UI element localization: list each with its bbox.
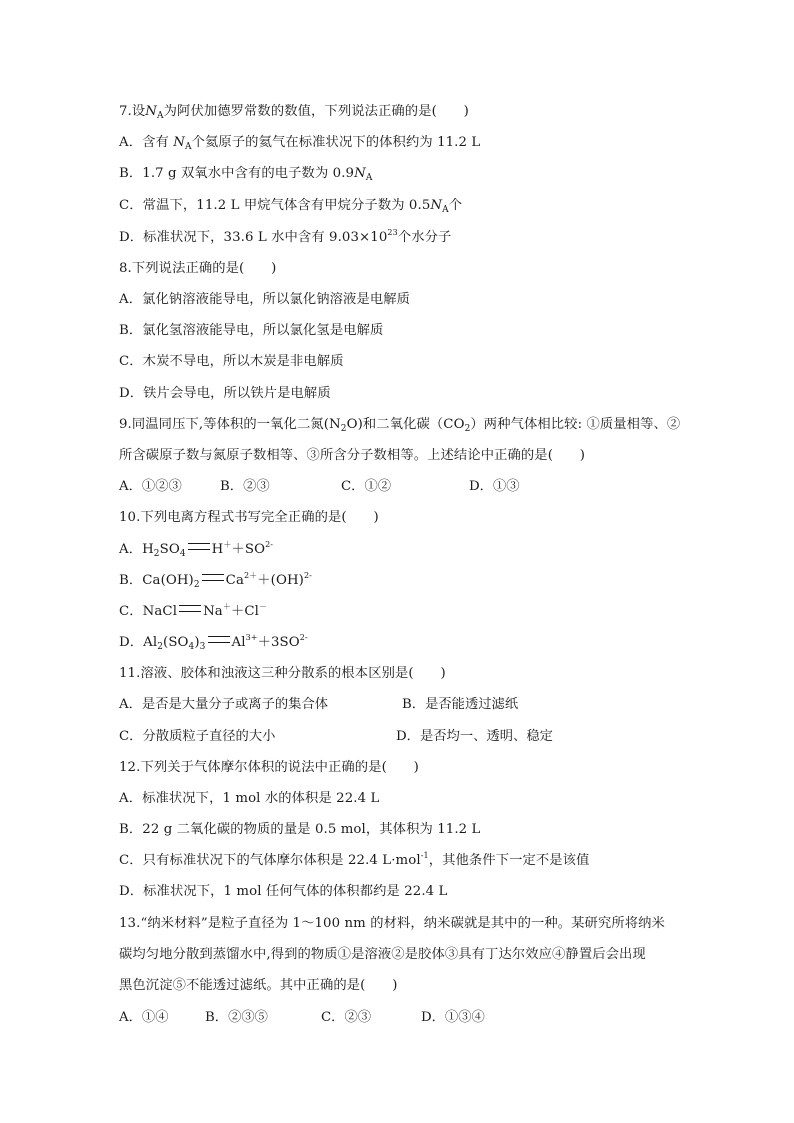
q11-stem: 11.溶液、胶体和浊液这三种分散系的根本区别是( ) [119, 666, 446, 681]
q13-stem-line3: 黑色沉淀⑤不能透过滤纸。其中正确的是( ) [119, 978, 398, 993]
q13-option-d: D．①③④ [421, 1010, 485, 1025]
q8-option-b: B．氯化氢溶液能导电，所以氯化氢是电解质 [119, 323, 384, 338]
equals-sign [179, 605, 201, 612]
equals-sign [188, 543, 210, 550]
q9-option-c: C．①② [341, 479, 392, 494]
q7-stem: 7.设$N_A$为阿伏加德罗常数的数值，下列说法正确的是( ) [119, 104, 469, 121]
q8-option-a: A．氯化钠溶液能导电，所以氯化钠溶液是电解质 [119, 292, 411, 307]
q10-option-d: D．$Al_2(SO_4)_3$ $Al^{3+}+3SO^{2-}$ [119, 633, 308, 652]
q12-option-a: A．标准状况下，1 mol 水的体积是 22.4 L [119, 791, 380, 806]
q13-option-c: C．②③ [321, 1010, 372, 1025]
q7-option-b: B．1.7 g 双氧水中含有的电子数为 $0.9N_A$ [119, 166, 373, 183]
q9-option-b: B．②③ [220, 479, 270, 494]
q8-stem: 8.下列说法正确的是( ) [119, 261, 277, 276]
q11-option-d: D．是否均一、透明、稳定 [396, 729, 553, 744]
q10-option-b: B．$Ca(OH)_2$ $Ca^{2+}+(OH)^{2-}$ [119, 571, 312, 590]
q9-option-d: D．①③ [469, 479, 520, 494]
q12-option-b: B．22 g 二氧化碳的物质的量是 0.5 mol，其体积为 11.2 L [119, 822, 481, 837]
q11-option-c: C．分散质粒子直径的大小 [119, 729, 276, 744]
q10-option-a: A．$H_2SO_4$ $H^++SO^{2-}$ [119, 540, 274, 559]
q12-option-d: D．标准状况下，1 mol 任何气体的体积都约是 22.4 L [119, 884, 448, 899]
q8-option-d: D．铁片会导电，所以铁片是电解质 [119, 386, 331, 401]
q10-stem: 10.下列电离方程式书写完全正确的是( ) [119, 510, 379, 525]
q10-option-c: C．NaCl Na＋＋Cl－ [119, 602, 268, 619]
q11-option-a: A．是否是大量分子或离子的集合体 [119, 697, 329, 712]
equals-sign [202, 574, 224, 581]
q9-stem-line2: 所含碳原子数与氮原子数相等、③所含分子数相等。上述结论中正确的是( ) [119, 448, 586, 463]
q13-option-b: B．②③⑤ [205, 1010, 268, 1025]
q7-option-d: D．标准状况下，33.6 L 水中含有 $9.03\times 10^{23}$个水分子 [119, 228, 452, 245]
q7-option-a: A．含有 $N_A$个氦原子的氦气在标准状况下的体积约为 11.2 L [119, 135, 481, 152]
q13-option-a: A．①④ [119, 1010, 169, 1025]
q9-option-a: A．①②③ [119, 479, 182, 494]
q12-option-c: C．只有标准状况下的气体摩尔体积是 22.4 L·mol$^{-1}$，其他条件下一定不是该值 [119, 851, 590, 868]
q13-stem-line1: 13.“纳米材料”是粒子直径为 1～100 nm 的材料，纳米碳就是其中的一种。某研究所将纳米 [119, 916, 665, 931]
q7-option-c: C．常温下，11.2 L 甲烷气体含有甲烷分子数为 $0.5N_A$个 [119, 198, 463, 215]
q9-stem-line1: 9.同温同压下,等体积的一氧化二氮$(N_2O)$和二氧化碳$(CO_2)$两种气体相比较: ①质量相等、② [119, 417, 681, 434]
q8-option-c: C．木炭不导电，所以木炭是非电解质 [119, 354, 344, 369]
q12-stem: 12.下列关于气体摩尔体积的说法中正确的是( ) [119, 760, 419, 775]
q11-option-b: B．是否能透过滤纸 [402, 697, 519, 712]
equals-sign [208, 636, 230, 643]
q13-stem-line2: 碳均匀地分散到蒸馏水中,得到的物质①是溶液②是胶体③具有丁达尔效应④静置后会出现 [119, 947, 646, 962]
